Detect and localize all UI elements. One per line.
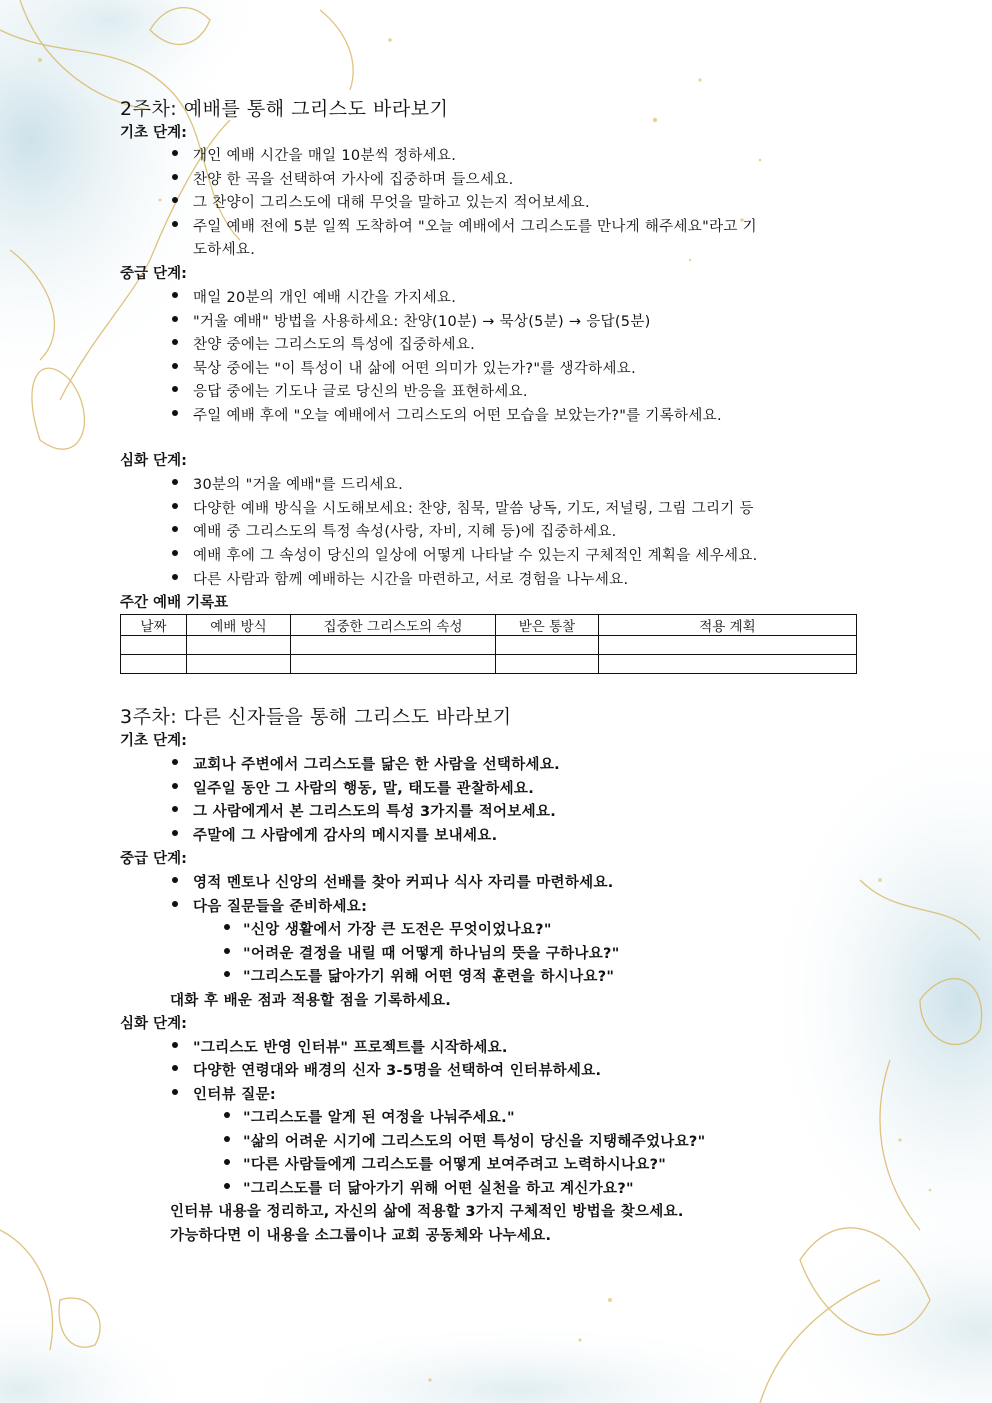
week2-basic-item: 그 찬양이 그리스도에 대해 무엇을 말하고 있는지 적어보세요. xyxy=(193,195,590,211)
week2-title: 2주차: 예배를 통해 그리스도 바라보기 xyxy=(120,98,449,120)
header-plan: 적용 계획 xyxy=(599,615,857,636)
bullet xyxy=(172,901,178,907)
week2-intermediate-item: 응답 중에는 기도나 글로 당신의 반응을 표현하세요. xyxy=(193,384,528,400)
bullet xyxy=(172,410,178,416)
header-attribute: 집중한 그리스도의 속성 xyxy=(291,615,496,636)
week3-advanced-question: "다른 사람들에게 그리스도를 어떻게 보여주려고 노력하시나요?" xyxy=(243,1157,667,1173)
week2-intermediate-item: 매일 20분의 개인 예배 시간을 가지세요. xyxy=(193,290,457,306)
bullet xyxy=(172,550,178,556)
bullet xyxy=(172,363,178,369)
bullet xyxy=(224,1183,230,1189)
bullet xyxy=(172,221,178,227)
week2-advanced-item: 30분의 "거울 예배"를 드리세요. xyxy=(193,477,404,493)
week3-advanced-label: 심화 단계: xyxy=(120,1016,187,1032)
week2-advanced-label: 심화 단계: xyxy=(120,453,187,469)
week3-advanced-question: "삶의 어려운 시기에 그리스도의 어떤 특성이 당신을 지탱해주었나요?" xyxy=(243,1134,706,1150)
record-table-title: 주간 예배 기록표 xyxy=(120,595,229,611)
bullet xyxy=(172,479,178,485)
header-date: 날짜 xyxy=(121,615,187,636)
bullet xyxy=(172,1065,178,1071)
bullet xyxy=(172,759,178,765)
week2-intermediate-item: 묵상 중에는 "이 특성이 내 삶에 어떤 의미가 있는가?"를 생각하세요. xyxy=(193,361,637,377)
bullet xyxy=(172,806,178,812)
bullet xyxy=(224,1136,230,1142)
week2-intermediate-item: "거울 예배" 방법을 사용하세요: 찬양(10분) → 묵상(5분) → 응답(5분) xyxy=(193,314,651,330)
table-cell[interactable] xyxy=(599,655,857,674)
table-cell[interactable] xyxy=(496,655,599,674)
bullet xyxy=(172,386,178,392)
week2-intermediate-item: 찬양 중에는 그리스도의 특성에 집중하세요. xyxy=(193,337,476,353)
bullet xyxy=(172,316,178,322)
bullet xyxy=(172,526,178,532)
week3-intermediate-question: "신앙 생활에서 가장 큰 도전은 무엇이었나요?" xyxy=(243,922,552,938)
week2-advanced-item: 다양한 예배 방식을 시도해보세요: 찬양, 침묵, 말씀 낭독, 기도, 저널링, 그림 그리기 등 xyxy=(193,501,754,517)
table-cell[interactable] xyxy=(496,636,599,655)
week3-basic-item: 주말에 그 사람에게 감사의 메시지를 보내세요. xyxy=(193,828,498,844)
bullet xyxy=(172,830,178,836)
week3-basic-item: 그 사람에게서 본 그리스도의 특성 3가지를 적어보세요. xyxy=(193,804,557,820)
week3-intermediate-note: 대화 후 배운 점과 적용할 점을 기록하세요. xyxy=(170,993,452,1009)
week2-advanced-item: 예배 후에 그 속성이 당신의 일상에 어떻게 나타날 수 있는지 구체적인 계획을 세우세요. xyxy=(193,548,758,564)
bullet xyxy=(224,971,230,977)
week2-basic-item: 주일 예배 전에 5분 일찍 도착하여 "오늘 예배에서 그리스도를 만나게 해주세요"라고 기 xyxy=(193,219,757,235)
bullet xyxy=(172,292,178,298)
table-cell[interactable] xyxy=(291,655,496,674)
table-cell[interactable] xyxy=(187,636,291,655)
bullet xyxy=(224,1112,230,1118)
table-row xyxy=(121,636,857,655)
bullet xyxy=(224,1159,230,1165)
bullet xyxy=(172,197,178,203)
week3-advanced-question: "그리스도를 더 닮아가기 위해 어떤 실천을 하고 계신가요?" xyxy=(243,1181,634,1197)
week3-advanced-question: "그리스도를 알게 된 여정을 나눠주세요." xyxy=(243,1110,515,1126)
week2-intermediate-label: 중급 단계: xyxy=(120,266,187,282)
week3-advanced-item: "그리스도 반영 인터뷰" 프로젝트를 시작하세요. xyxy=(193,1040,508,1056)
bullet xyxy=(172,783,178,789)
table-cell[interactable] xyxy=(187,655,291,674)
weekly-worship-record-table xyxy=(120,614,857,674)
bullet xyxy=(172,150,178,156)
bullet xyxy=(172,339,178,345)
week2-basic-item: 개인 예배 시간을 매일 10분씩 정하세요. xyxy=(193,148,457,164)
table-header-row xyxy=(121,615,857,636)
bullet xyxy=(172,503,178,509)
bullet xyxy=(224,948,230,954)
week3-title: 3주차: 다른 신자들을 통해 그리스도 바라보기 xyxy=(120,706,512,728)
week2-advanced-item: 예배 중 그리스도의 특정 속성(사랑, 자비, 지혜 등)에 집중하세요. xyxy=(193,524,617,540)
week2-advanced-item: 다른 사람과 함께 예배하는 시간을 마련하고, 서로 경험을 나누세요. xyxy=(193,572,629,588)
week3-basic-item: 일주일 동안 그 사람의 행동, 말, 태도를 관찰하세요. xyxy=(193,781,534,797)
bullet xyxy=(172,574,178,580)
week3-advanced-item: 다양한 연령대와 배경의 신자 3-5명을 선택하여 인터뷰하세요. xyxy=(193,1063,602,1079)
bullet xyxy=(224,924,230,930)
week2-basic-label: 기초 단계: xyxy=(120,125,187,141)
week3-intermediate-question: "그리스도를 닮아가기 위해 어떤 영적 훈련을 하시나요?" xyxy=(243,969,615,985)
week3-intermediate-item: 영적 멘토나 신앙의 선배를 찾아 커피나 식사 자리를 마련하세요. xyxy=(193,875,614,891)
table-row xyxy=(121,655,857,674)
week3-intermediate-question: "어려운 결정을 내릴 때 어떻게 하나님의 뜻을 구하나요?" xyxy=(243,946,620,962)
header-method: 예배 방식 xyxy=(187,615,291,636)
week3-basic-label: 기초 단계: xyxy=(120,733,187,749)
table-cell[interactable] xyxy=(121,636,187,655)
bullet xyxy=(172,1042,178,1048)
bullet xyxy=(172,1089,178,1095)
table-cell[interactable] xyxy=(291,636,496,655)
header-insight: 받은 통찰 xyxy=(496,615,599,636)
table-cell[interactable] xyxy=(599,636,857,655)
week3-intermediate-item: 다음 질문들을 준비하세요: xyxy=(193,899,368,915)
week3-intermediate-label: 중급 단계: xyxy=(120,851,187,867)
week3-advanced-note: 인터뷰 내용을 정리하고, 자신의 삶에 적용할 3가지 구체적인 방법을 찾으세요. xyxy=(170,1204,684,1220)
week2-basic-item-cont: 도하세요. xyxy=(193,242,256,258)
week2-intermediate-item: 주일 예배 후에 "오늘 예배에서 그리스도의 어떤 모습을 보았는가?"를 기록하세요. xyxy=(193,408,722,424)
bullet xyxy=(172,877,178,883)
week3-advanced-item: 인터뷰 질문: xyxy=(193,1087,276,1103)
table-cell[interactable] xyxy=(121,655,187,674)
week3-advanced-note: 가능하다면 이 내용을 소그룹이나 교회 공동체와 나누세요. xyxy=(170,1228,552,1244)
week3-basic-item: 교회나 주변에서 그리스도를 닮은 한 사람을 선택하세요. xyxy=(193,757,560,773)
bullet xyxy=(172,174,178,180)
week2-basic-item: 찬양 한 곡을 선택하여 가사에 집중하며 들으세요. xyxy=(193,172,514,188)
